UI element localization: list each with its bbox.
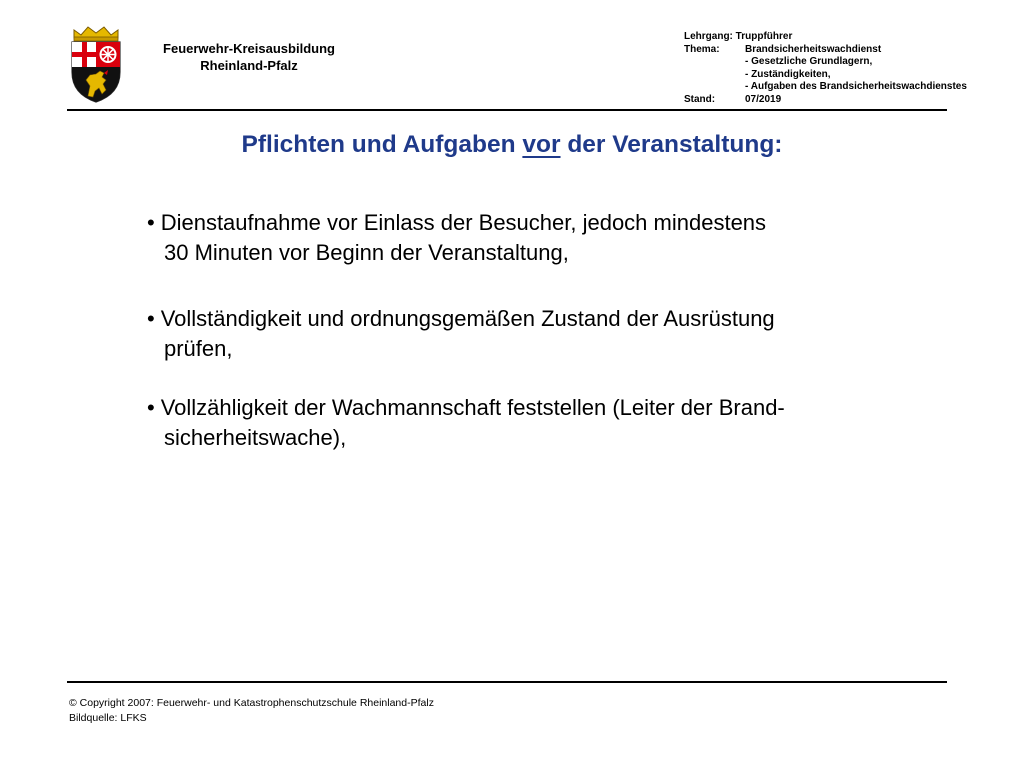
bullet-item-1 xyxy=(147,208,766,268)
copyright-text: © Copyright 2007: Feuerwehr- und Katastrophenschutzschule Rheinland-Pfalz xyxy=(69,697,434,709)
bullet-2-line-2: prüfen, xyxy=(164,336,233,361)
stand-value: 07/2019 xyxy=(745,93,782,105)
thema-item-1: - Gesetzliche Grundlagern, xyxy=(745,56,873,68)
thema-value: Brandsicherheitswachdienst xyxy=(745,43,882,55)
lehrgang-text: Lehrgang: Truppführer xyxy=(684,31,793,42)
thema-item-2: - Zuständigkeiten, xyxy=(745,68,831,80)
thema-item-3: - Aufgaben des Brandsicherheitswachdienstes xyxy=(745,81,967,93)
bullet-icon: • xyxy=(147,306,155,331)
title-part-2: der Veranstaltung: xyxy=(560,131,783,158)
bullet-1-line-1: Dienstaufnahme vor Einlass der Besucher, jedoch mindestens xyxy=(160,210,767,235)
coat-of-arms-logo xyxy=(66,24,126,104)
title-part-1: Pflichten und Aufgaben xyxy=(241,131,523,158)
bullet-icon: • xyxy=(147,210,155,235)
rheinland-pfalz-coat-of-arms-icon xyxy=(66,24,126,104)
image-source-text: Bildquelle: LFKS xyxy=(69,712,147,724)
bullet-item-2 xyxy=(147,304,775,364)
slide-title xyxy=(0,131,1024,159)
footer xyxy=(69,696,434,726)
org-line-1: Feuerwehr-Kreisausbildung xyxy=(163,41,335,56)
bullet-2-line-1: Vollständigkeit und ordnungsgemäßen Zustand der Ausrüstung xyxy=(160,306,775,331)
header-divider xyxy=(67,109,947,111)
footer-divider xyxy=(67,681,947,683)
title-underlined-word: vor xyxy=(522,131,561,158)
org-line-2: Rheinland-Pfalz xyxy=(200,58,298,73)
bullet-3-line-1: Vollzähligkeit der Wachmannschaft feststellen (Leiter der Brand- xyxy=(160,395,785,420)
stand-label: Stand: xyxy=(684,93,716,105)
course-meta xyxy=(684,31,967,107)
bullet-3-line-2: sicherheitswache), xyxy=(164,425,347,450)
bullet-icon: • xyxy=(147,395,155,420)
thema-label: Thema: xyxy=(684,43,720,55)
bullet-item-3 xyxy=(147,393,785,453)
organization-name xyxy=(140,40,358,74)
bullet-1-line-2: 30 Minuten vor Beginn der Veranstaltung, xyxy=(164,240,569,265)
